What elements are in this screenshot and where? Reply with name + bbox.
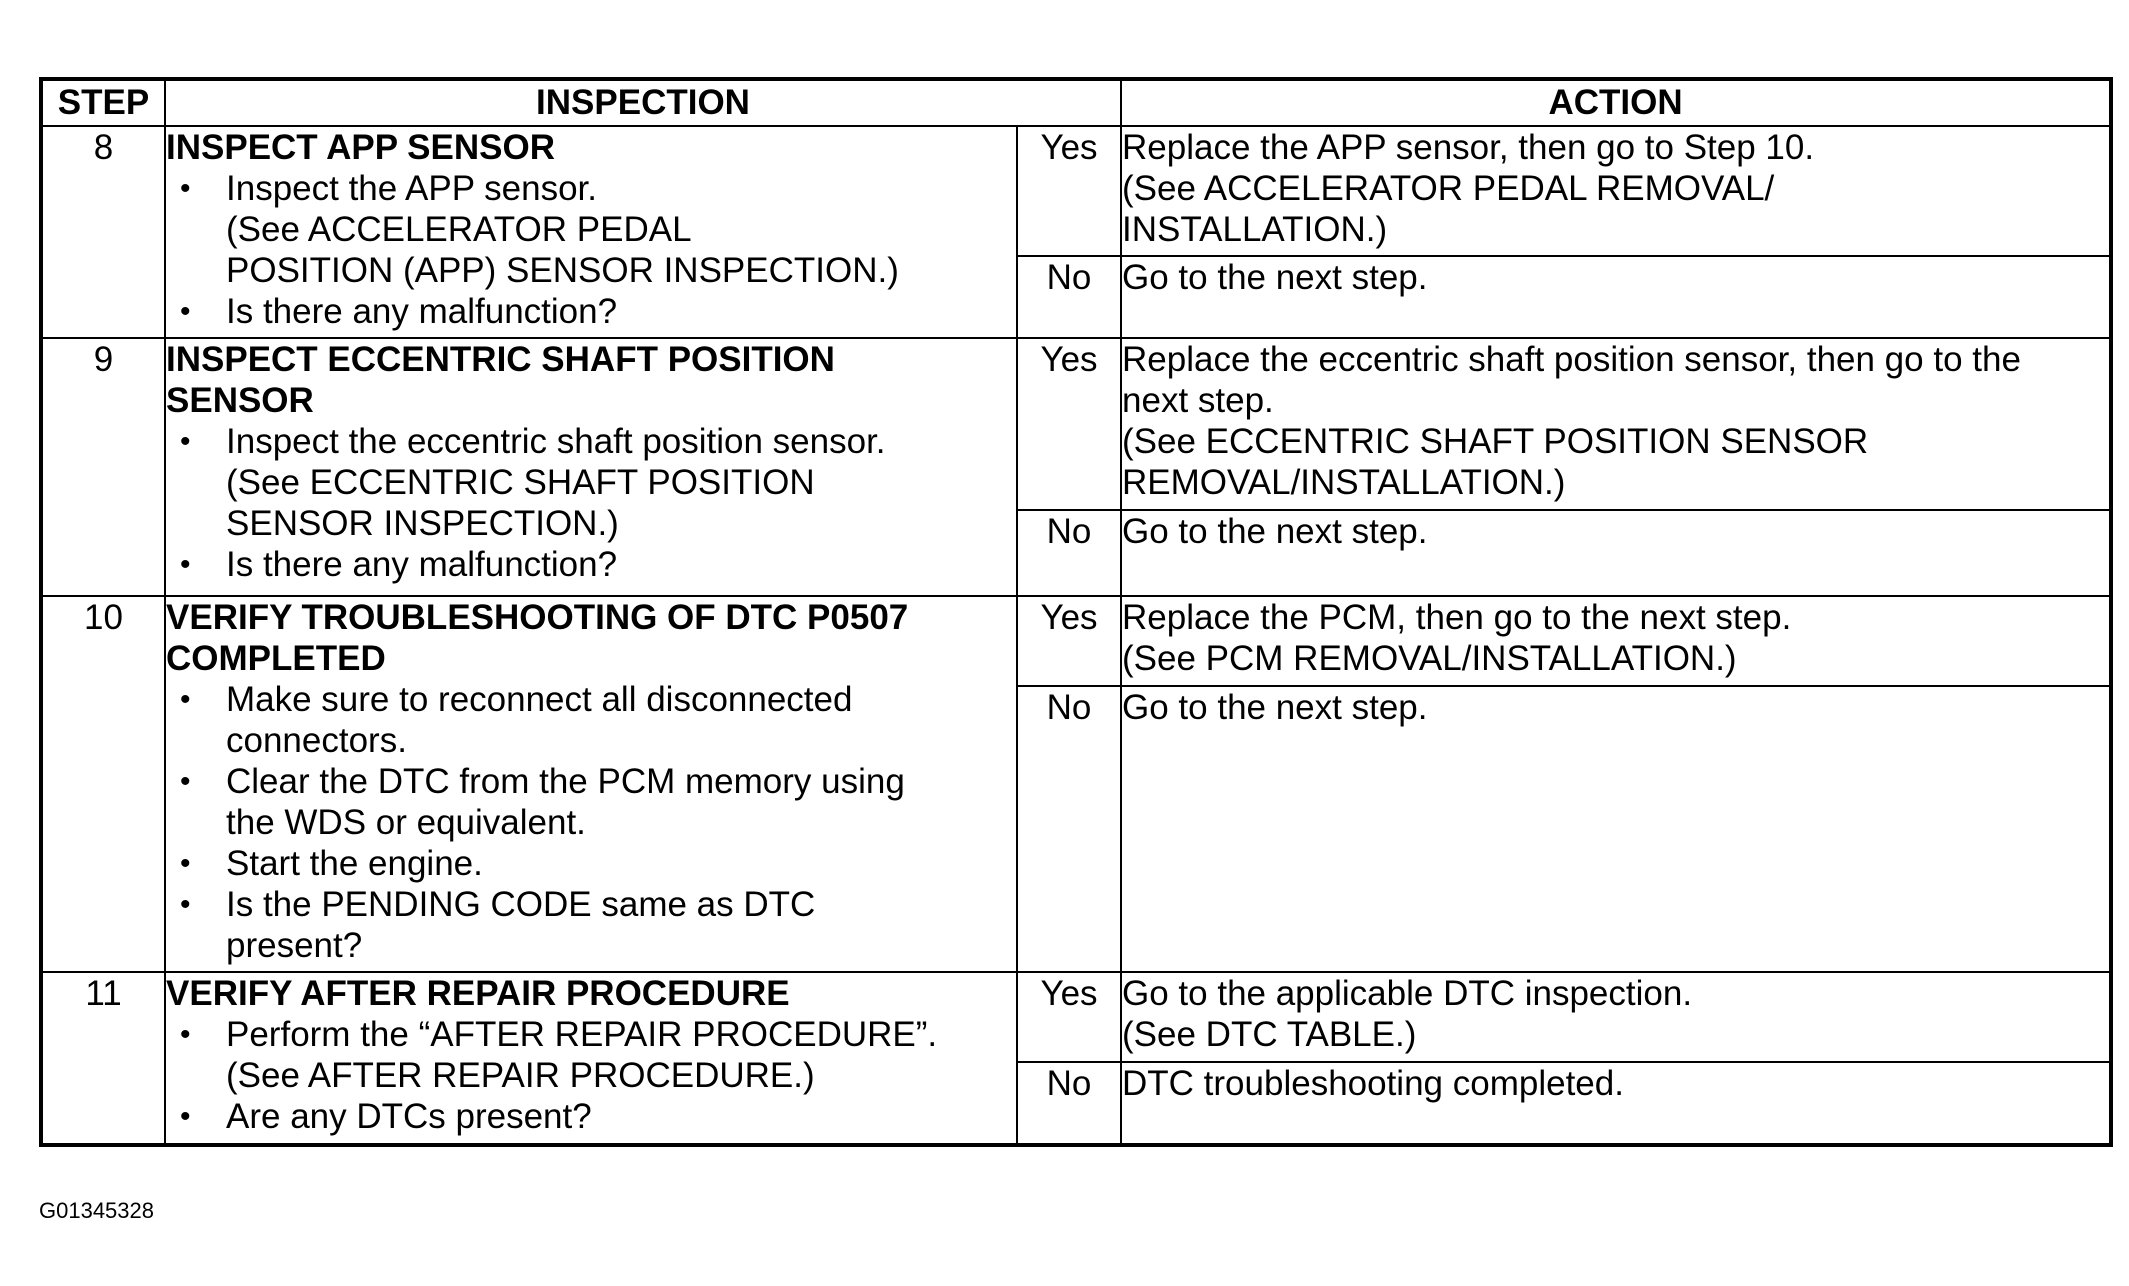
no-action [1121, 1062, 2111, 1145]
step-number: 9 [41, 338, 165, 596]
no-label: No [1017, 256, 1121, 338]
bullet-item [166, 544, 1016, 585]
action-line: (See DTC TABLE.) [1122, 1015, 1417, 1054]
bullet-text: • Perform the “AFTER REPAIR PROCEDURE”. [226, 1015, 938, 1054]
dtc-troubleshooting-table [39, 77, 2113, 1147]
table-row [41, 338, 2111, 510]
yes-label: Yes [1017, 338, 1121, 510]
inspection-cell [165, 126, 1017, 338]
action-line: (See ACCELERATOR PEDAL REMOVAL/ [1122, 169, 1775, 208]
header-action: ACTION [1121, 79, 2111, 126]
bullet-text: connectors. [226, 721, 407, 760]
bullet-item [166, 679, 1016, 761]
action-line: REMOVAL/INSTALLATION.) [1122, 463, 1566, 502]
bullet-text: • Inspect the APP sensor. [226, 169, 597, 208]
step-number: 11 [41, 972, 165, 1145]
action-line: (See ECCENTRIC SHAFT POSITION SENSOR [1122, 422, 1869, 461]
inspection-bullets [166, 679, 1016, 966]
no-action [1121, 686, 2111, 972]
bullet-subtext: (See AFTER REPAIR PROCEDURE.) [226, 1056, 815, 1095]
inspection-title: INSPECT APP SENSOR [166, 128, 555, 167]
bullet-text: present? [226, 926, 363, 965]
bullet-item [166, 421, 1016, 544]
bullet-item [166, 168, 1016, 291]
bullet-text: • Start the engine. [226, 844, 483, 883]
action-line: Replace the eccentric shaft position sensor, then go to the [1122, 340, 2021, 379]
inspection-title [166, 597, 1016, 679]
yes-label: Yes [1017, 126, 1121, 256]
inspection-bullets [166, 421, 1016, 585]
action-line: Replace the PCM, then go to the next step. [1122, 598, 1792, 637]
bullet-text: • Is there any malfunction? [226, 292, 618, 331]
action-line: INSTALLATION.) [1122, 210, 1388, 249]
bullet-item [166, 291, 1016, 332]
inspection-cell [165, 596, 1017, 972]
bullet-item [166, 761, 1016, 843]
header-inspection: INSPECTION [165, 79, 1121, 126]
action-line: Go to the next step. [1122, 512, 1428, 551]
bullet-subtext: (See ECCENTRIC SHAFT POSITION [226, 463, 815, 502]
bullet-text: • Inspect the eccentric shaft position sensor. [226, 422, 886, 461]
no-action [1121, 256, 2111, 338]
inspection-cell [165, 338, 1017, 596]
bullet-subtext: POSITION (APP) SENSOR INSPECTION.) [226, 251, 899, 290]
action-line: DTC troubleshooting completed. [1122, 1064, 1624, 1103]
yes-label: Yes [1017, 972, 1121, 1062]
header-step: STEP [41, 79, 165, 126]
bullet-text: • Is there any malfunction? [226, 545, 618, 584]
inspection-title [166, 339, 1016, 421]
yes-action [1121, 338, 2111, 510]
bullet-item [166, 1096, 1016, 1137]
bullet-subtext: (See ACCELERATOR PEDAL [226, 210, 692, 249]
bullet-text: the WDS or equivalent. [226, 803, 586, 842]
table-row [41, 126, 2111, 256]
figure-id: G01345328 [39, 1198, 154, 1223]
no-label: No [1017, 686, 1121, 972]
title-line: INSPECT ECCENTRIC SHAFT POSITION [166, 340, 835, 379]
action-line: Go to the next step. [1122, 688, 1428, 727]
bullet-text: • Are any DTCs present? [226, 1097, 592, 1136]
inspection-bullets [166, 168, 1016, 332]
yes-label: Yes [1017, 596, 1121, 686]
inspection-cell [165, 972, 1017, 1145]
title-line: COMPLETED [166, 639, 386, 678]
table-header-row [41, 79, 2111, 126]
yes-action [1121, 596, 2111, 686]
step-number: 10 [41, 596, 165, 972]
no-label: No [1017, 510, 1121, 596]
bullet-subtext: SENSOR INSPECTION.) [226, 504, 619, 543]
bullet-item [166, 884, 1016, 966]
inspection-bullets [166, 1014, 1016, 1137]
yes-action [1121, 126, 2111, 256]
title-line: VERIFY TROUBLESHOOTING OF DTC P0507 [166, 598, 909, 637]
bullet-text: • Clear the DTC from the PCM memory using [226, 762, 905, 801]
yes-action [1121, 972, 2111, 1062]
bullet-item [166, 1014, 1016, 1096]
bullet-item [166, 843, 1016, 884]
step-number: 8 [41, 126, 165, 338]
no-action [1121, 510, 2111, 596]
action-line: Go to the applicable DTC inspection. [1122, 974, 1693, 1013]
table-row [41, 596, 2111, 686]
action-line: Go to the next step. [1122, 258, 1428, 297]
bullet-text: • Make sure to reconnect all disconnected [226, 680, 853, 719]
title-line: SENSOR [166, 381, 314, 420]
no-label: No [1017, 1062, 1121, 1145]
action-line: (See PCM REMOVAL/INSTALLATION.) [1122, 639, 1737, 678]
inspection-title: VERIFY AFTER REPAIR PROCEDURE [166, 974, 790, 1013]
action-line: Replace the APP sensor, then go to Step 10. [1122, 128, 1815, 167]
table-row [41, 972, 2111, 1062]
action-line: next step. [1122, 381, 1274, 420]
bullet-text: • Is the PENDING CODE same as DTC [226, 885, 816, 924]
